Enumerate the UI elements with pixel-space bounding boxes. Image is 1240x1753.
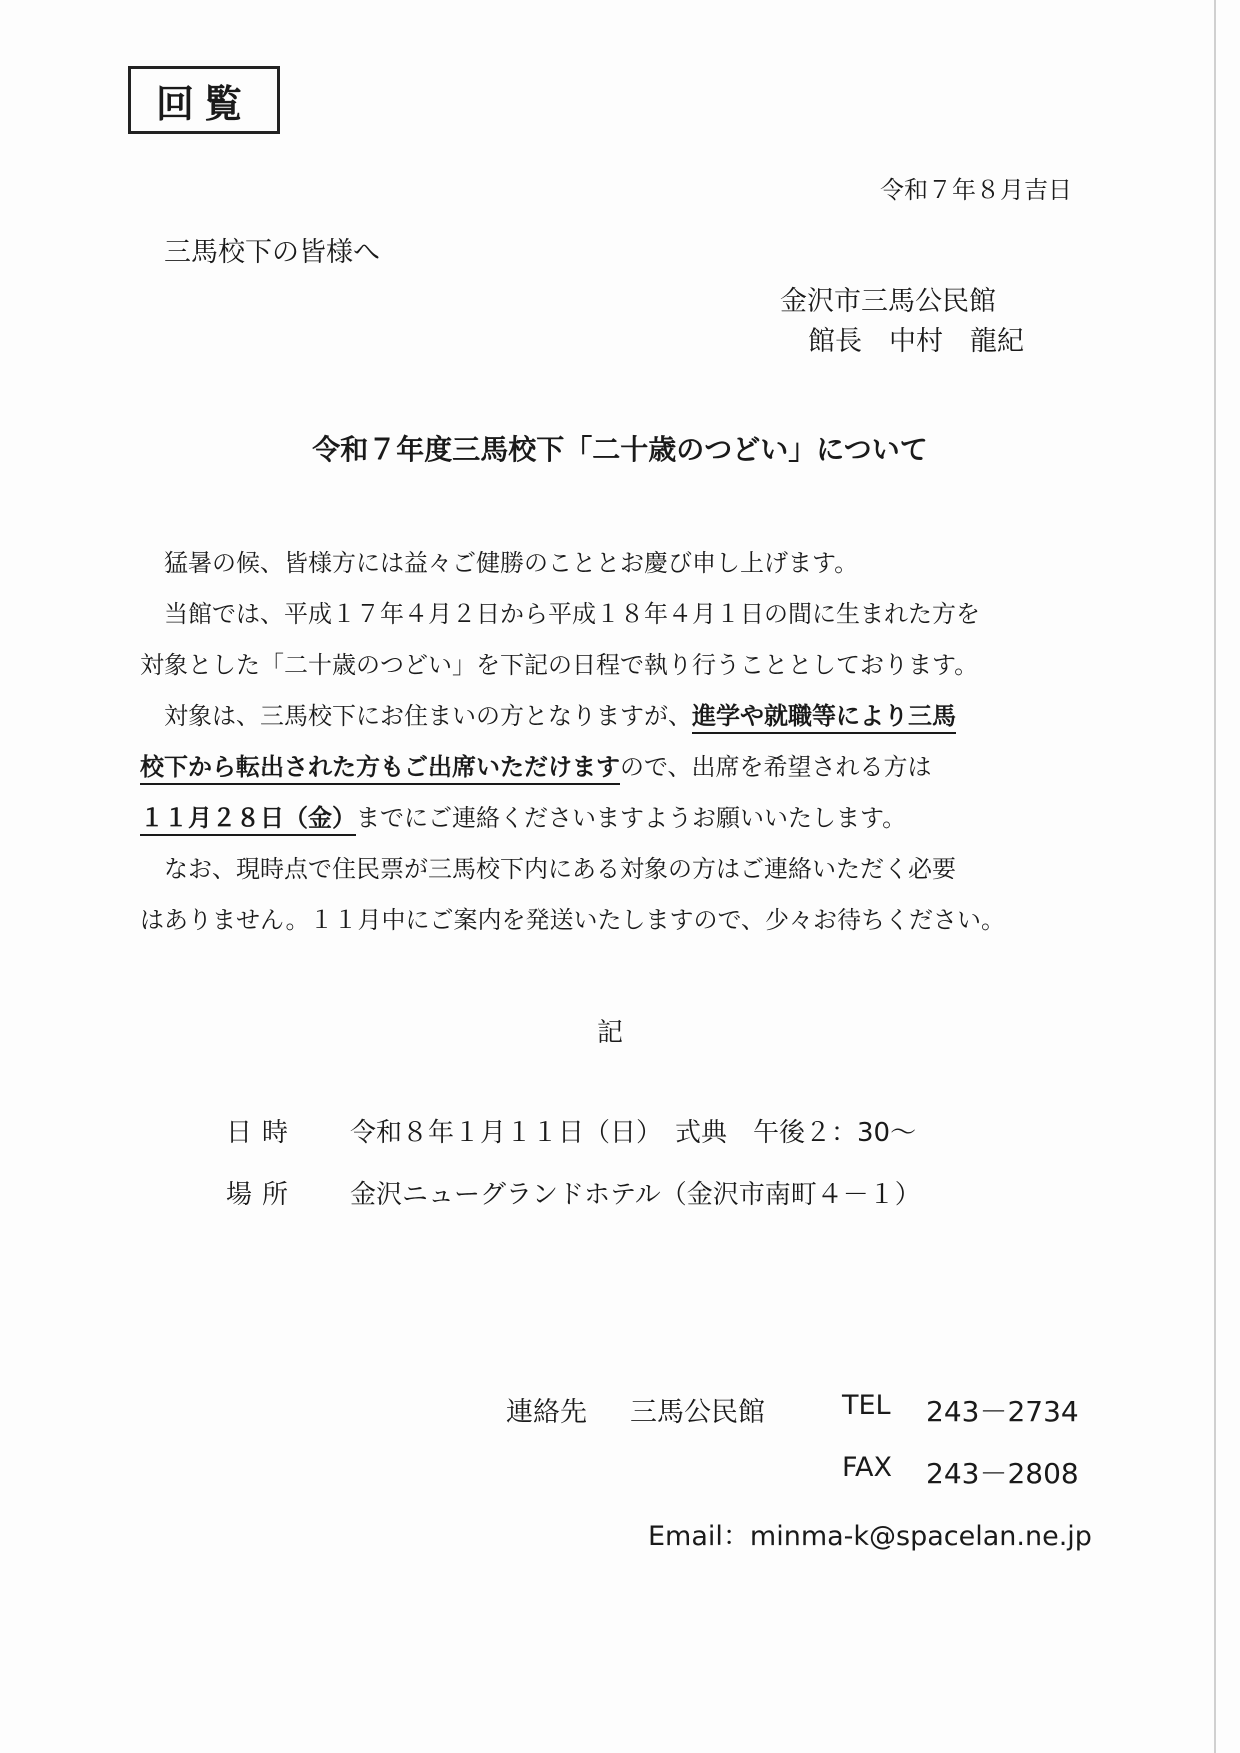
datetime-value: 令和８年１月１１日（日） 式典 午後２：30～ [350,1118,917,1148]
emphasis-underline-1: 進学や就職等により三馬 [692,702,956,730]
emphasis-underline-2: 校下から転出された方もご出席いただけます [140,753,620,781]
tel-label: TEL [842,1390,891,1421]
place-row [226,1164,921,1226]
contact-label: 連絡先 [506,1397,587,1428]
body-text [140,538,1080,946]
ki-heading: 記 [596,1018,623,1048]
sender-block [780,282,1024,362]
paragraph-4-line-1: なお、現時点で住民票が三馬校下内にある対象の方はご連絡いただく必要 [164,855,956,883]
paragraph-3-line-1 [140,691,1080,742]
tel-number: 243－2734 [926,1395,1079,1428]
deadline-underline: １１月２８日（金） [140,804,356,832]
email-address: Email：minma-k@spacelan.ne.jp [648,1521,1092,1552]
paragraph-2-line-1: 当館では、平成１７年４月２日から平成１８年４月１日の間に生まれた方を [164,600,980,628]
circulate-stamp: 回覧 [128,66,280,134]
contact-org: 三馬公民館 [630,1397,765,1428]
place-value: 金沢ニューグランドホテル（金沢市南町４－１） [350,1180,921,1210]
event-details [226,1102,921,1226]
scan-edge-line [1214,0,1216,1753]
fax-label: FAX [842,1452,893,1483]
sender-title-name: 館長 中村 龍紀 [808,326,1024,357]
datetime-label: 日時 [226,1118,299,1148]
paragraph-4-line-2: はありません。１１月中にご案内を発送いたしますので、少々お待ちください。 [140,906,1005,934]
paragraph-3-text-b: ので、出席を希望される方は [620,753,932,781]
issue-date: 令和７年８月吉日 [880,176,1072,204]
fax-number: 243－2808 [926,1457,1079,1490]
paragraph-greeting: 猛暑の候、皆様方には益々ご健勝のこととお慶び申し上げます。 [164,549,859,577]
recipient: 三馬校下の皆様へ [164,237,380,268]
paragraph-3-line-3 [140,793,1080,844]
document-title: 令和７年度三馬校下「二十歳のつどい」について [312,433,928,466]
datetime-row [226,1102,921,1164]
paragraph-3-text-c: までにご連絡くださいますようお願いいたします。 [356,804,907,832]
paragraph-3-line-2 [140,742,1080,793]
paragraph-3-text-a: 対象は、三馬校下にお住まいの方となりますが、 [164,702,692,730]
sender-org: 金沢市三馬公民館 [780,286,996,317]
place-label: 場所 [226,1180,299,1210]
paragraph-2-line-2: 対象とした「二十歳のつどい」を下記の日程で執り行うこととしております。 [140,651,979,679]
